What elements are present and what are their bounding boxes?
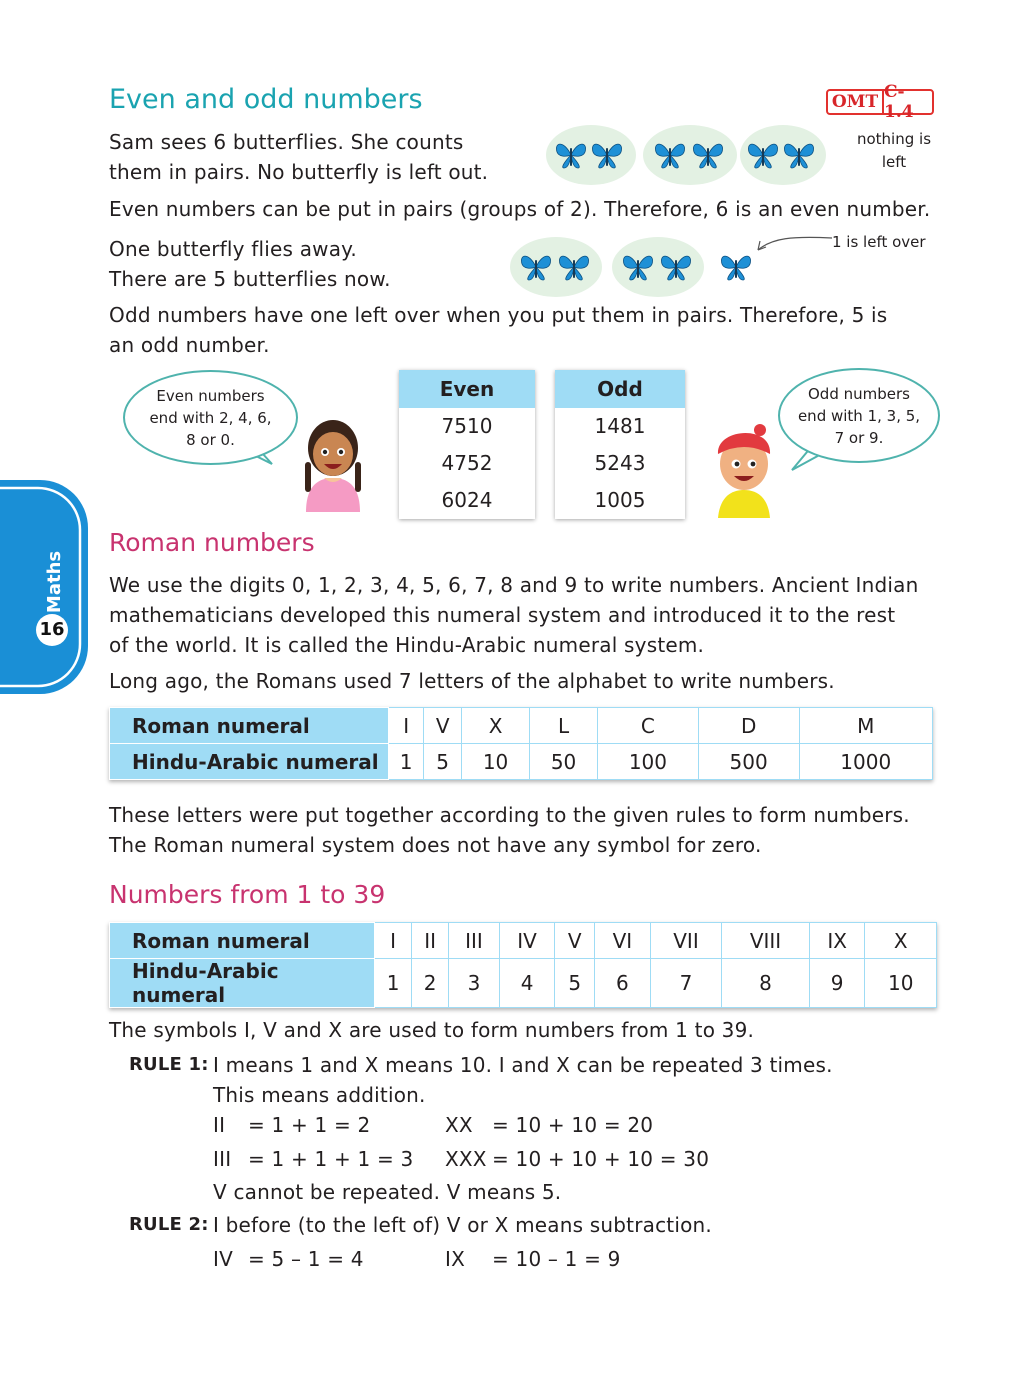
rule-2-text: I before (to the left of) V or X means subtraction. <box>213 1213 712 1237</box>
speech-bubble-odd <box>778 368 940 463</box>
row-label: Roman numeral <box>110 708 389 744</box>
butterfly-icon <box>554 140 588 170</box>
arabic-cell: 9 <box>809 959 865 1008</box>
rule-2-eq-a: IV <box>213 1247 233 1271</box>
odd-table <box>555 370 685 519</box>
left-over-note: 1 is left over <box>832 233 926 251</box>
row-label: Hindu-Arabic numeral <box>110 744 389 780</box>
butterfly-icon <box>659 252 693 282</box>
even-value: 7510 <box>441 414 493 438</box>
side-tab-subject: Maths <box>43 550 65 614</box>
section-title-roman: Roman numbers <box>109 528 315 557</box>
odd-line-2: an odd number. <box>109 333 270 357</box>
table-row <box>110 744 933 780</box>
table-row <box>110 923 937 959</box>
arabic-cell: 1 <box>375 959 412 1008</box>
fly-line-1: One butterfly flies away. <box>109 237 357 261</box>
roman-cell: I <box>389 708 424 744</box>
roman-cell: C <box>598 708 699 744</box>
rule-1-eq-d: = 10 + 10 = 20 <box>492 1113 654 1137</box>
roman-para-1 <box>109 570 919 660</box>
arabic-cell: 100 <box>598 744 699 780</box>
fly-line-2: There are 5 butterflies now. <box>109 267 391 291</box>
row-label: Hindu-Arabic numeral <box>110 959 375 1008</box>
roman-para-2: Long ago, the Romans used 7 letters of the alphabet to write numbers. <box>109 669 835 693</box>
arabic-cell: 5 <box>424 744 462 780</box>
arabic-cell: 1 <box>389 744 424 780</box>
butterfly-icon <box>621 252 655 282</box>
butterfly-icon <box>653 140 687 170</box>
roman-1-to-10-table <box>109 922 937 1008</box>
even-definition: Even numbers can be put in pairs (groups of 2). Therefore, 6 is an even number. <box>109 197 931 221</box>
roman-cell: X <box>865 923 937 959</box>
rule-1-note: V cannot be repeated. V means 5. <box>213 1180 562 1204</box>
row-label: Roman numeral <box>110 923 375 959</box>
roman-para-3 <box>109 800 910 860</box>
girl-illustration <box>298 404 368 512</box>
omt-code: C-1.4 <box>884 82 914 122</box>
roman-cell: I <box>375 923 412 959</box>
arabic-cell: 4 <box>499 959 555 1008</box>
butterfly-icon <box>719 252 753 282</box>
roman-cell: L <box>530 708 598 744</box>
roman-cell: VII <box>650 923 722 959</box>
roman-cell: IV <box>499 923 555 959</box>
nothing-left-note: nothing is left <box>856 130 932 171</box>
arabic-cell: 6 <box>595 959 651 1008</box>
rule-1-eq-c: XX <box>445 1113 473 1137</box>
rule-1-line: This means addition. <box>213 1083 426 1107</box>
arabic-cell: 8 <box>722 959 810 1008</box>
roman-para-1-line: of the world. It is called the Hindu-Arabic numeral system. <box>109 633 705 657</box>
rule-2-label: RULE 2: <box>129 1214 209 1235</box>
speech-bubble-even <box>123 370 298 465</box>
roman-para-3-line: These letters were put together according to the given rules to form numbers. <box>109 803 910 827</box>
rule-1-eq-d: = 10 + 10 + 10 = 30 <box>492 1147 710 1171</box>
rule-2-eq-c: IX <box>445 1247 465 1271</box>
rule-2-eq-b: = 5 – 1 = 4 <box>248 1247 364 1271</box>
boy-illustration <box>708 418 780 518</box>
rule-1-label: RULE 1: <box>129 1054 209 1075</box>
arabic-cell: 5 <box>555 959 595 1008</box>
roman-cell: V <box>424 708 462 744</box>
symbols-intro: The symbols I, V and X are used to form numbers from 1 to 39. <box>109 1018 755 1042</box>
roman-letters-table <box>109 707 933 780</box>
even-table <box>399 370 535 519</box>
rule-1-text <box>213 1050 833 1110</box>
odd-table-header: Odd <box>555 370 685 408</box>
section-title-even-odd: Even and odd numbers <box>109 84 423 115</box>
bubble-even-text: Even numbers end with 2, 4, 6, 8 or 0. <box>149 386 272 449</box>
rule-1-eq-a: II <box>213 1113 226 1137</box>
roman-cell: VI <box>595 923 651 959</box>
roman-cell: IX <box>809 923 865 959</box>
page-number: 16 <box>39 619 65 640</box>
butterfly-icon <box>746 140 780 170</box>
fly-away-text <box>109 234 391 294</box>
arabic-cell: 10 <box>865 959 937 1008</box>
odd-value: 1481 <box>594 414 646 438</box>
roman-cell: D <box>698 708 799 744</box>
odd-definition <box>109 300 887 360</box>
butterfly-icon <box>519 252 553 282</box>
roman-cell: VIII <box>722 923 810 959</box>
rule-1-eq-a: III <box>213 1147 232 1171</box>
left-over-arrow-icon <box>752 228 836 258</box>
arabic-cell: 7 <box>650 959 722 1008</box>
omt-label: OMT <box>828 91 884 113</box>
rule-1-line: I means 1 and X means 10. I and X can be repeated 3 times. <box>213 1053 833 1077</box>
roman-para-1-line: We use the digits 0, 1, 2, 3, 4, 5, 6, 7, 8 and 9 to write numbers. Ancient Indian <box>109 573 919 597</box>
roman-cell: M <box>799 708 932 744</box>
roman-cell: X <box>462 708 530 744</box>
sam-line-2: them in pairs. No butterfly is left out. <box>109 160 489 184</box>
arabic-cell: 1000 <box>799 744 932 780</box>
roman-para-3-line: The Roman numeral system does not have any symbol for zero. <box>109 833 762 857</box>
roman-para-1-line: mathematicians developed this numeral system and introduced it to the rest <box>109 603 896 627</box>
table-row <box>110 959 937 1008</box>
arabic-cell: 3 <box>449 959 500 1008</box>
odd-line-1: Odd numbers have one left over when you put them in pairs. Therefore, 5 is <box>109 303 888 327</box>
table-row <box>110 708 933 744</box>
sam-text <box>109 127 488 187</box>
arabic-cell: 500 <box>698 744 799 780</box>
butterfly-icon <box>691 140 725 170</box>
rule-1-eq-b: = 1 + 1 + 1 = 3 <box>248 1147 414 1171</box>
roman-cell: II <box>412 923 449 959</box>
odd-value: 5243 <box>594 451 646 475</box>
section-title-1-to-39: Numbers from 1 to 39 <box>109 880 386 909</box>
even-value: 4752 <box>441 451 493 475</box>
sam-line-1: Sam sees 6 butterflies. She counts <box>109 130 464 154</box>
even-value: 6024 <box>441 488 493 512</box>
roman-cell: III <box>449 923 500 959</box>
odd-value: 1005 <box>594 488 646 512</box>
rule-1-eq-c: XXX <box>445 1147 487 1171</box>
butterfly-icon <box>590 140 624 170</box>
arabic-cell: 50 <box>530 744 598 780</box>
even-table-header: Even <box>399 370 535 408</box>
roman-cell: V <box>555 923 595 959</box>
rule-2-eq-d: = 10 – 1 = 9 <box>492 1247 621 1271</box>
rule-1-eq-b: = 1 + 1 = 2 <box>248 1113 371 1137</box>
arabic-cell: 2 <box>412 959 449 1008</box>
butterfly-icon <box>557 252 591 282</box>
bubble-odd-text: Odd numbers end with 1, 3, 5, 7 or 9. <box>797 384 921 447</box>
arabic-cell: 10 <box>462 744 530 780</box>
omt-badge <box>826 82 934 122</box>
butterfly-icon <box>782 140 816 170</box>
